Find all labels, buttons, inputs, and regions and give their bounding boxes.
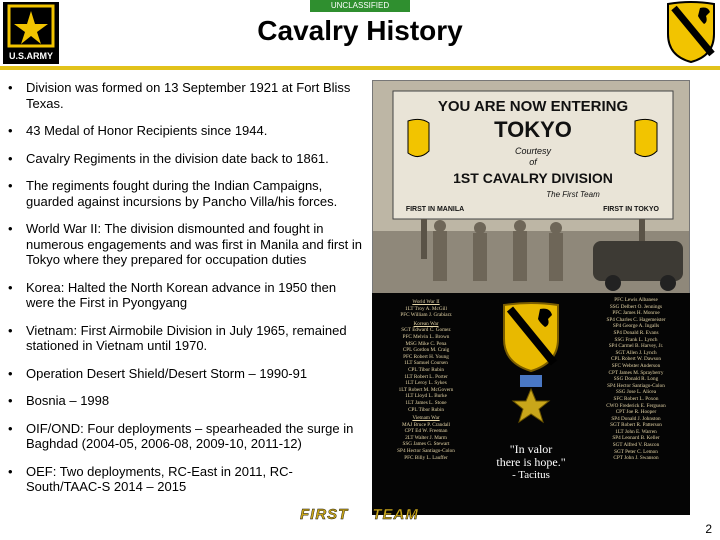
bullet-marker: • bbox=[8, 178, 13, 193]
bullet-item: • OIF/OND: Four deployments – spearheaded the surge in Baghdad (2004-05, 2006-08, 2009-10, 2011-12) bbox=[8, 420, 354, 451]
recipient-name: CPL Gordon M. Craig bbox=[402, 347, 450, 354]
recipient-name: 1LT Lloyd L. Burke bbox=[405, 393, 447, 400]
bullet-marker: • bbox=[8, 279, 13, 295]
recipient-name: 1LT John E. Warren bbox=[615, 428, 657, 435]
cavalry-medal-emblem-icon bbox=[498, 301, 564, 441]
history-bullet-list bbox=[8, 80, 366, 507]
recipient-name: PFC James H. Monroe bbox=[612, 310, 660, 317]
recipient-name: SP4 Leonard B. Keller bbox=[612, 435, 660, 442]
recipient-name: SSG Delbert O. Jennings bbox=[609, 303, 663, 310]
tacitus-quote bbox=[472, 443, 590, 482]
recipient-name: SP4 Charles C. Hagemeister bbox=[606, 316, 666, 323]
bullet-marker: • bbox=[8, 221, 13, 236]
recipient-name: 1LT James L. Stone bbox=[405, 399, 447, 406]
recipient-name: SFC Webster Anderson bbox=[611, 362, 661, 369]
recipient-name: MAJ Bruce P. Crandall bbox=[401, 421, 451, 428]
recipient-name: PFC Robert H. Young bbox=[403, 353, 449, 360]
first-team-logo-word1: FIRST bbox=[300, 506, 349, 523]
bullet-item: • OEF: Two deployments, RC-East in 2011, RC-South/TAAC-S 2014 – 2015 bbox=[8, 463, 293, 494]
recipient-name: SP4 Hector Santiago-Colon bbox=[607, 382, 665, 389]
recipient-name: PFC William J. Grabiarz bbox=[400, 312, 452, 319]
page-number: 2 bbox=[705, 522, 712, 536]
bullet-marker: • bbox=[8, 420, 13, 436]
sign-line6: The First Team bbox=[546, 190, 600, 199]
page-title: Cavalry History bbox=[257, 15, 463, 46]
recipient-name: SSG Jose L. Alicea bbox=[615, 389, 657, 396]
sign-line2: TOKYO bbox=[494, 117, 572, 142]
recipient-name: PFC Melvin L. Brown bbox=[402, 333, 450, 340]
recipient-name: SFC Robert L. Poxon bbox=[613, 395, 659, 402]
recipient-name: SSG Donald R. Long bbox=[613, 376, 659, 383]
moh-right-column bbox=[586, 297, 686, 462]
recipient-name: CPT Ed W. Freeman bbox=[404, 428, 448, 435]
quote-line2: there is hope." bbox=[496, 455, 566, 469]
recipient-name: PFC Lewis Albanese bbox=[614, 297, 658, 303]
classification-banner: UNCLASSIFIED bbox=[310, 0, 410, 12]
army-logo-label: U.S.ARMY bbox=[8, 51, 53, 61]
recipient-name: SP4 Hector Santiago-Colon bbox=[397, 448, 455, 455]
recipient-name: 1LT Robert L. Porter bbox=[404, 373, 448, 380]
recipient-name: SP4 Donald J. Johnston bbox=[611, 415, 661, 422]
bullet-item: • Division was formed on 13 September 1921 at Fort Bliss Texas. bbox=[8, 80, 351, 111]
bullet-item: • Korea: Halted the North Korean advance in 1950 then were the First in Pyongyang bbox=[8, 279, 337, 310]
ww2-heading: World War II bbox=[412, 299, 440, 305]
recipient-name: 2LT Walter J. Marm bbox=[405, 434, 447, 441]
recipient-name: CPL Tibor Rubin bbox=[408, 366, 444, 373]
bullet-item: • Bosnia – 1998 bbox=[8, 393, 110, 408]
recipient-name: SSG Frank L. Lynch bbox=[614, 336, 658, 343]
recipient-name: CWO Frederick E. Ferguson bbox=[606, 402, 666, 409]
recipient-name: CPL Tibor Rubin bbox=[408, 406, 444, 413]
recipient-name: 1LT Robert M. McGovern bbox=[398, 386, 454, 393]
bullet-item: • Vietnam: First Airmobile Division in July 1965, remained stationed in Vietnam until 1970. bbox=[8, 322, 347, 353]
medal-of-honor-panel bbox=[372, 293, 690, 515]
recipient-name: SGT Allen J. Lynch bbox=[615, 349, 657, 356]
recipient-name: SP4 George A. Ingalls bbox=[612, 323, 660, 330]
header-divider bbox=[0, 66, 720, 70]
recipient-name: SGT Alfred V. Rascon bbox=[612, 442, 660, 449]
recipient-name: CPT James M. Sprayberry bbox=[608, 369, 664, 376]
bullet-marker: • bbox=[8, 80, 13, 95]
first-team-logo-word2: TEAM bbox=[372, 506, 419, 523]
quote-author: - Tacitus bbox=[512, 469, 550, 481]
recipient-name: 1LT Troy A. McGill bbox=[405, 305, 447, 312]
bullet-marker: • bbox=[8, 322, 13, 338]
recipient-name: SGT Robert R. Patterson bbox=[610, 422, 662, 429]
bullet-item: • 43 Medal of Honor Recipients since 1944. bbox=[8, 123, 268, 138]
moh-left-column bbox=[376, 297, 476, 461]
tokyo-sign-photo bbox=[372, 80, 690, 294]
bullet-item: • The regiments fought during the Indian Campaigns, guarded against incursions by Pancho Villa/his forces. bbox=[8, 178, 338, 209]
recipient-name: CPT John J. Swanson bbox=[613, 455, 659, 462]
recipient-name: MSG Mike C. Pena bbox=[405, 340, 447, 347]
bullet-marker: • bbox=[8, 365, 13, 381]
recipient-name: 1LT Leroy L. Sykes bbox=[405, 380, 447, 387]
sign-right-bottom: FIRST IN TOKYO bbox=[603, 206, 659, 213]
bullet-item: • Cavalry Regiments in the division date back to 1861. bbox=[8, 150, 329, 166]
first-cavalry-patch-icon bbox=[664, 0, 718, 64]
bullet-item: • Operation Desert Shield/Desert Storm – 1990-91 bbox=[8, 365, 308, 381]
recipient-name: SGT Peter C. Lemon bbox=[614, 448, 658, 455]
sign-line4: of bbox=[529, 157, 537, 167]
bullet-marker: • bbox=[8, 463, 13, 479]
bullet-item: • World War II: The division dismounted and fought in numerous engagements and was first in Manila and first in Tokyo where they prepared for occupation duties bbox=[8, 221, 363, 267]
quote-line1: "In valor bbox=[509, 442, 553, 456]
sign-line5: 1ST CAVALRY DIVISION bbox=[453, 170, 613, 186]
korea-heading: Korean War bbox=[413, 320, 439, 327]
recipient-name: CPT Joe R. Hooper bbox=[615, 409, 657, 416]
recipient-name: CPL Robert W. Dawson bbox=[611, 356, 661, 363]
recipient-name: SGT Edward C. Gomez bbox=[401, 327, 451, 334]
bullet-marker: • bbox=[8, 393, 13, 408]
recipient-name: 1LT Samuel Coursen bbox=[404, 360, 448, 367]
recipient-name: SP4 Carmel B. Harvey, Jr. bbox=[608, 343, 664, 350]
first-team-logo bbox=[300, 506, 419, 523]
recipient-name: SSG James G. Stewart bbox=[402, 441, 450, 448]
recipient-name: PFC Billy L. Lauffer bbox=[404, 454, 448, 461]
vietnam-heading: Vietnam War bbox=[412, 415, 440, 422]
sign-left-bottom: FIRST IN MANILA bbox=[405, 206, 465, 213]
recipient-name: SP4 Donald R. Evans bbox=[613, 329, 659, 336]
bullet-marker: • bbox=[8, 150, 13, 166]
bullet-marker: • bbox=[8, 123, 13, 138]
sign-line1: YOU ARE NOW ENTERING bbox=[437, 98, 629, 115]
sign-line3: Courtesy bbox=[514, 146, 552, 156]
